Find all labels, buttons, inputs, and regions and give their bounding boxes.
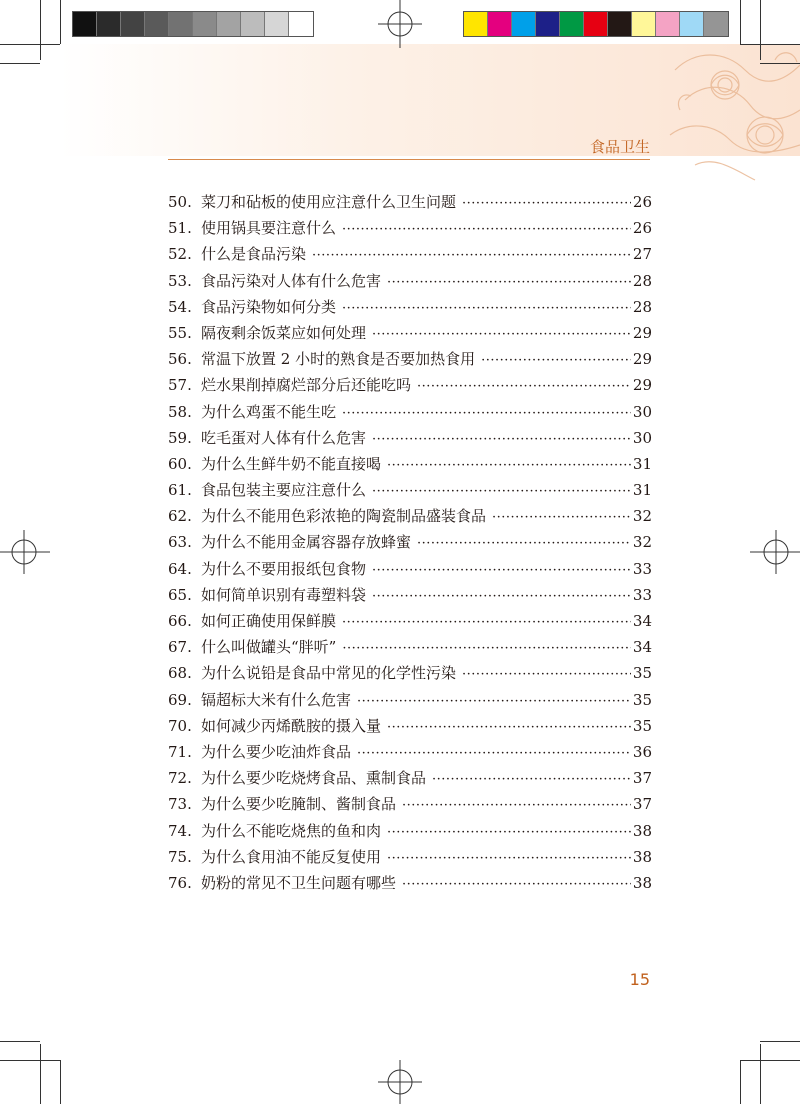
crop-mark xyxy=(60,0,61,44)
toc-entry-page: 38 xyxy=(632,847,652,866)
toc-entry-number: 63. xyxy=(168,533,192,552)
toc-entry xyxy=(168,320,652,346)
toc-entry xyxy=(168,870,652,896)
color-swatch xyxy=(289,12,313,36)
toc-entry-page: 38 xyxy=(632,821,652,840)
crop-mark xyxy=(740,1060,800,1061)
toc-leader-dots xyxy=(342,401,631,427)
table-of-contents xyxy=(168,189,652,896)
toc-entry-number: 70. xyxy=(168,716,192,735)
toc-entry xyxy=(168,189,652,215)
toc-entry xyxy=(168,608,652,634)
toc-leader-dots xyxy=(357,741,631,767)
toc-leader-dots xyxy=(387,715,631,741)
toc-entry-title: 为什么生鲜牛奶不能直接喝 xyxy=(201,454,382,473)
toc-entry xyxy=(168,582,652,608)
toc-leader-dots xyxy=(462,662,631,688)
toc-leader-dots xyxy=(372,479,631,505)
toc-leader-dots xyxy=(372,322,631,348)
toc-entry-number: 53. xyxy=(168,271,192,290)
toc-entry-number: 66. xyxy=(168,612,192,630)
toc-leader-dots xyxy=(387,453,631,479)
toc-entry-number: 67. xyxy=(168,638,192,657)
toc-entry xyxy=(168,503,652,529)
color-swatch xyxy=(656,12,680,36)
toc-entry-title: 如何减少丙烯酰胺的摄入量 xyxy=(201,716,382,735)
toc-entry xyxy=(168,687,652,713)
toc-leader-dots xyxy=(342,217,631,243)
toc-entry-number: 75. xyxy=(168,847,192,866)
color-swatch xyxy=(512,12,536,36)
toc-entry-number: 72. xyxy=(168,769,192,788)
toc-entry-title: 为什么不要用报纸包食物 xyxy=(201,559,367,578)
toc-entry-page: 28 xyxy=(632,297,652,316)
toc-entry-title: 什么是食品污染 xyxy=(201,245,307,264)
toc-leader-dots xyxy=(417,531,631,557)
toc-entry xyxy=(168,451,652,477)
toc-entry xyxy=(168,818,652,844)
toc-entry-number: 60. xyxy=(168,454,192,473)
toc-leader-dots xyxy=(417,374,631,400)
toc-entry xyxy=(168,765,652,791)
toc-entry-number: 64. xyxy=(168,559,192,578)
toc-entry-page: 32 xyxy=(632,533,652,552)
crop-mark xyxy=(0,1060,60,1061)
toc-entry-page: 31 xyxy=(632,481,652,500)
toc-entry xyxy=(168,713,652,739)
registration-mark xyxy=(0,530,50,574)
toc-entry xyxy=(168,399,652,425)
toc-entry-title: 为什么要少吃油炸食品 xyxy=(201,742,352,761)
toc-entry-page: 29 xyxy=(632,350,652,369)
toc-entry-number: 71. xyxy=(168,742,192,761)
toc-leader-dots xyxy=(342,610,631,636)
color-swatch xyxy=(632,12,656,36)
toc-entry-page: 34 xyxy=(632,638,652,657)
toc-entry-page: 37 xyxy=(632,795,652,814)
toc-entry-title: 为什么要少吃腌制、酱制食品 xyxy=(201,795,397,814)
toc-entry-title: 如何正确使用保鲜膜 xyxy=(201,612,337,630)
toc-entry-title: 为什么不能吃烧焦的鱼和肉 xyxy=(201,821,382,840)
section-title: 食品卫生 xyxy=(589,138,650,156)
toc-entry-title: 如何简单识别有毒塑料袋 xyxy=(201,585,367,604)
toc-entry-page: 37 xyxy=(632,769,652,788)
crop-mark xyxy=(760,1041,800,1042)
color-swatch xyxy=(704,12,728,36)
toc-entry-number: 74. xyxy=(168,821,192,840)
toc-leader-dots xyxy=(387,270,631,296)
toc-entry-title: 为什么不能用金属容器存放蜂蜜 xyxy=(201,533,412,552)
toc-entry-title: 为什么要少吃烧烤食品、熏制食品 xyxy=(201,769,427,788)
color-swatch xyxy=(73,12,97,36)
toc-entry xyxy=(168,346,652,372)
color-swatch xyxy=(584,12,608,36)
toc-entry-number: 55. xyxy=(168,323,192,342)
toc-entry-number: 54. xyxy=(168,297,192,316)
registration-mark xyxy=(378,0,422,48)
toc-entry-title: 镉超标大米有什么危害 xyxy=(201,690,352,709)
toc-entry-number: 68. xyxy=(168,664,192,683)
toc-entry-title: 为什么鸡蛋不能生吃 xyxy=(201,402,337,421)
toc-leader-dots xyxy=(312,243,631,269)
color-swatch xyxy=(608,12,632,36)
toc-entry xyxy=(168,660,652,686)
toc-entry-number: 58. xyxy=(168,402,192,421)
toc-entry xyxy=(168,268,652,294)
toc-entry-page: 30 xyxy=(632,428,652,447)
toc-entry xyxy=(168,556,652,582)
toc-entry xyxy=(168,634,652,660)
crop-mark xyxy=(40,0,41,60)
toc-entry-page: 34 xyxy=(632,612,652,630)
toc-entry-title: 食品污染物如何分类 xyxy=(201,297,337,316)
toc-entry-page: 36 xyxy=(632,742,652,761)
floral-ornament xyxy=(655,40,800,190)
toc-entry-title: 食品包装主要应注意什么 xyxy=(201,481,367,500)
toc-entry xyxy=(168,477,652,503)
toc-leader-dots xyxy=(342,296,631,322)
toc-entry xyxy=(168,739,652,765)
toc-leader-dots xyxy=(402,793,631,819)
toc-entry-number: 69. xyxy=(168,690,192,709)
color-swatch xyxy=(560,12,584,36)
color-swatch xyxy=(169,12,193,36)
toc-leader-dots xyxy=(387,846,631,872)
color-swatch xyxy=(193,12,217,36)
toc-entry-number: 50. xyxy=(168,193,192,211)
toc-entry xyxy=(168,294,652,320)
toc-entry-page: 35 xyxy=(632,690,652,709)
toc-leader-dots xyxy=(342,636,631,662)
toc-entry-title: 菜刀和砧板的使用应注意什么卫生问题 xyxy=(201,193,457,211)
crop-mark xyxy=(0,44,60,45)
toc-entry-number: 62. xyxy=(168,507,192,526)
toc-entry xyxy=(168,241,652,267)
toc-entry-title: 奶粉的常见不卫生问题有哪些 xyxy=(201,873,397,892)
toc-entry-title: 为什么食用油不能反复使用 xyxy=(201,847,382,866)
toc-entry-title: 隔夜剩余饭菜应如何处理 xyxy=(201,323,367,342)
color-swatch xyxy=(265,12,289,36)
toc-leader-dots xyxy=(402,872,631,898)
toc-entry-page: 26 xyxy=(632,219,652,238)
color-swatch xyxy=(217,12,241,36)
color-swatch xyxy=(145,12,169,36)
toc-entry-number: 57. xyxy=(168,376,192,395)
crop-mark xyxy=(40,1044,41,1104)
toc-entry-page: 28 xyxy=(632,271,652,290)
toc-entry-number: 61. xyxy=(168,481,192,500)
color-swatch xyxy=(464,12,488,36)
toc-entry-page: 29 xyxy=(632,323,652,342)
toc-entry-title: 吃毛蛋对人体有什么危害 xyxy=(201,428,367,447)
toc-entry xyxy=(168,529,652,555)
toc-entry-page: 33 xyxy=(632,559,652,578)
grayscale-color-bar xyxy=(72,11,314,37)
registration-mark xyxy=(378,1060,422,1104)
toc-leader-dots xyxy=(492,505,631,531)
toc-entry-page: 35 xyxy=(632,664,652,683)
toc-entry-page: 35 xyxy=(632,716,652,735)
toc-entry-title: 食品污染对人体有什么危害 xyxy=(201,271,382,290)
toc-entry-page: 32 xyxy=(632,507,652,526)
color-swatch xyxy=(536,12,560,36)
registration-mark xyxy=(750,530,800,574)
crop-mark xyxy=(740,1060,741,1104)
toc-entry xyxy=(168,791,652,817)
crop-mark xyxy=(60,1060,61,1104)
toc-entry xyxy=(168,372,652,398)
toc-entry-title: 烂水果削掉腐烂部分后还能吃吗 xyxy=(201,376,412,395)
toc-entry xyxy=(168,425,652,451)
crop-mark xyxy=(760,1044,761,1104)
toc-entry-number: 56. xyxy=(168,350,192,369)
toc-entry-number: 65. xyxy=(168,585,192,604)
toc-entry-page: 38 xyxy=(632,873,652,892)
toc-leader-dots xyxy=(462,191,631,217)
color-swatch xyxy=(241,12,265,36)
toc-leader-dots xyxy=(387,820,631,846)
crop-mark xyxy=(0,63,40,64)
toc-entry-number: 73. xyxy=(168,795,192,814)
process-color-bar xyxy=(463,11,729,37)
page-number: 15 xyxy=(629,970,650,989)
toc-entry-page: 26 xyxy=(632,193,652,211)
toc-entry-number: 52. xyxy=(168,245,192,264)
toc-leader-dots xyxy=(432,767,631,793)
toc-entry-page: 29 xyxy=(632,376,652,395)
crop-mark xyxy=(0,1041,40,1042)
toc-entry-page: 27 xyxy=(632,245,652,264)
color-swatch xyxy=(97,12,121,36)
header-divider xyxy=(168,159,650,160)
toc-entry xyxy=(168,844,652,870)
toc-entry-title: 使用锅具要注意什么 xyxy=(201,219,337,238)
toc-leader-dots xyxy=(372,558,631,584)
crop-mark xyxy=(740,0,741,44)
color-swatch xyxy=(488,12,512,36)
toc-entry-title: 什么叫做罐头“胖听” xyxy=(201,638,337,657)
toc-entry-number: 51. xyxy=(168,219,192,238)
toc-leader-dots xyxy=(481,348,631,374)
toc-entry xyxy=(168,215,652,241)
toc-entry-title: 常温下放置 2 小时的熟食是否要加热食用 xyxy=(201,350,476,369)
toc-entry-number: 76. xyxy=(168,873,192,892)
color-swatch xyxy=(121,12,145,36)
toc-leader-dots xyxy=(357,689,631,715)
toc-entry-title: 为什么不能用色彩浓艳的陶瓷制品盛装食品 xyxy=(201,507,487,526)
toc-leader-dots xyxy=(372,427,631,453)
color-swatch xyxy=(680,12,704,36)
toc-entry-title: 为什么说铅是食品中常见的化学性污染 xyxy=(201,664,457,683)
toc-entry-number: 59. xyxy=(168,428,192,447)
toc-entry-page: 30 xyxy=(632,402,652,421)
toc-entry-page: 33 xyxy=(632,585,652,604)
toc-leader-dots xyxy=(372,584,631,610)
toc-entry-page: 31 xyxy=(632,454,652,473)
